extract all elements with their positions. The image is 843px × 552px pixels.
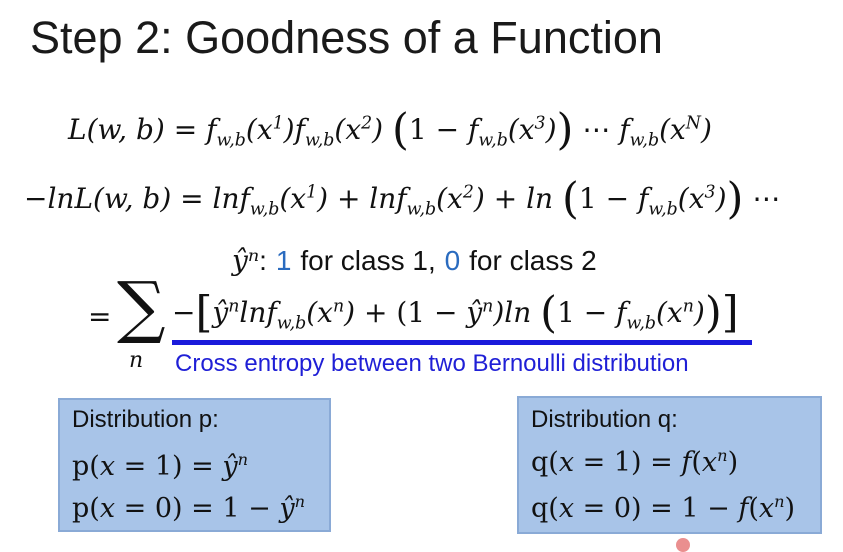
slide-title: Step 2: Goodness of a Function bbox=[30, 12, 663, 63]
sum-symbol: ∑ bbox=[117, 268, 166, 347]
cross-entropy-caption: Cross entropy between two Bernoulli distribution bbox=[175, 350, 689, 377]
label-definition bbox=[232, 244, 597, 277]
distribution-q-title: Distribution q: bbox=[531, 406, 678, 433]
p-x-equals-1: $p(x = 1) = ŷ^n$ bbox=[72, 450, 249, 482]
distribution-p-box bbox=[58, 398, 331, 532]
q-x-equals-0: $q(x = 0) = 1 - f(x^n)$ bbox=[531, 492, 796, 524]
cross-entropy-underline bbox=[172, 340, 752, 345]
distribution-p-title: Distribution p: bbox=[72, 406, 219, 433]
p-x-equals-0: $p(x = 0) = 1 - ŷ^n$ bbox=[72, 492, 306, 524]
q-x-equals-1: $q(x = 1) = f(x^n)$ bbox=[531, 446, 739, 478]
cross-entropy-expression: $-[ŷ^n\ln f_{w,b}(x^n) + (1$ − $ŷ^n)\ln$ $(1 - f_{w,b}(x^n))$] bbox=[172, 288, 739, 339]
distribution-q-box bbox=[517, 396, 822, 534]
negative-log-likelihood-equation: −lnL(w, $b) = \ln f_{w,b}(x^1) + \ln f_{w,b}(x^2) + \ln (1 - f_{w,b}(x^3))$ ⋯ bbox=[24, 174, 781, 225]
class1-value: 1 bbox=[275, 245, 292, 276]
sum-index: n bbox=[129, 348, 144, 373]
laser-pointer-dot bbox=[676, 538, 690, 552]
equals-sign: = bbox=[88, 300, 112, 333]
class2-value: 0 bbox=[444, 245, 461, 276]
likelihood-equation: L(w, $b) = f_{w,b}(x^1)f_{w,b}(x^2) (1 - f_{w,b}(x^3))$ ⋯ $f_{w,b}(x^N)$ bbox=[68, 105, 712, 156]
class1-text: for class 1, bbox=[300, 245, 436, 276]
yhat-symbol: ŷⁿ bbox=[232, 244, 260, 277]
class2-text: for class 2 bbox=[469, 245, 597, 276]
colon: : bbox=[259, 245, 267, 276]
